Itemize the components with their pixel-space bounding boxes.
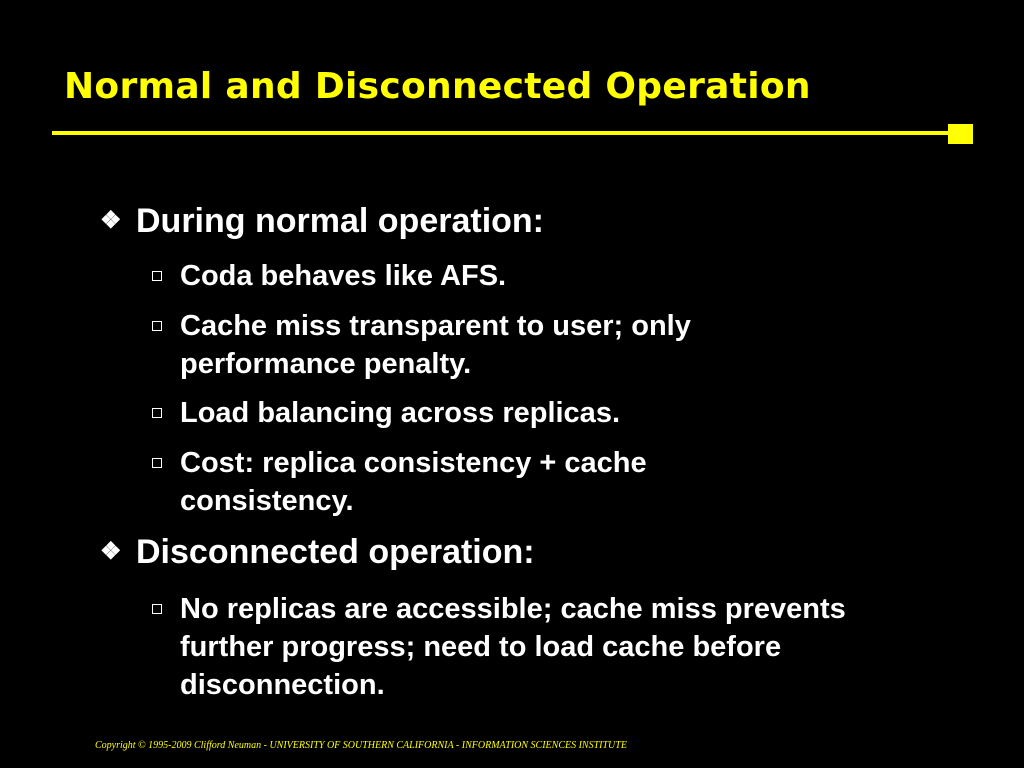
hollow-square-bullet-icon [152,321,162,331]
bullet-l2-text: No replicas are accessible; cache miss prevents further progress; need to load cache before disconnection. [180,593,846,701]
bullet-l1-text: Disconnected operation: [136,533,535,571]
four-diamond-bullet-icon: ❖ [100,538,122,565]
bullet-l2-text: Cache miss transparent to user; only performance penalty. [180,310,691,380]
bullet-l2 [152,444,800,520]
bullet-l2-text: Cost: replica consistency + cache consistency. [180,447,647,517]
bullet-l2-text: Coda behaves like AFS. [180,260,507,292]
hollow-square-bullet-icon [152,408,162,418]
bullet-l1 [100,202,544,241]
slide-title: Normal and Disconnected Operation [64,66,811,107]
hollow-square-bullet-icon [152,458,162,468]
bullet-l2 [152,394,880,432]
bullet-l1 [100,533,535,572]
bullet-l2 [152,590,900,704]
bullet-l2 [152,307,840,383]
bullet-l1-text: During normal operation: [136,202,544,240]
hollow-square-bullet-icon [152,271,162,281]
bullet-l2-text: Load balancing across replicas. [180,397,620,429]
hollow-square-bullet-icon [152,604,162,614]
title-underline [52,131,952,135]
copyright-footer: Copyright © 1995-2009 Clifford Neuman - UNIVERSITY OF SOUTHERN CALIFORNIA - INFORMATION SCIENCES INSTITUTE [95,740,627,751]
four-diamond-bullet-icon: ❖ [100,207,122,234]
underline-end-square [948,124,973,144]
bullet-l2 [152,257,880,295]
